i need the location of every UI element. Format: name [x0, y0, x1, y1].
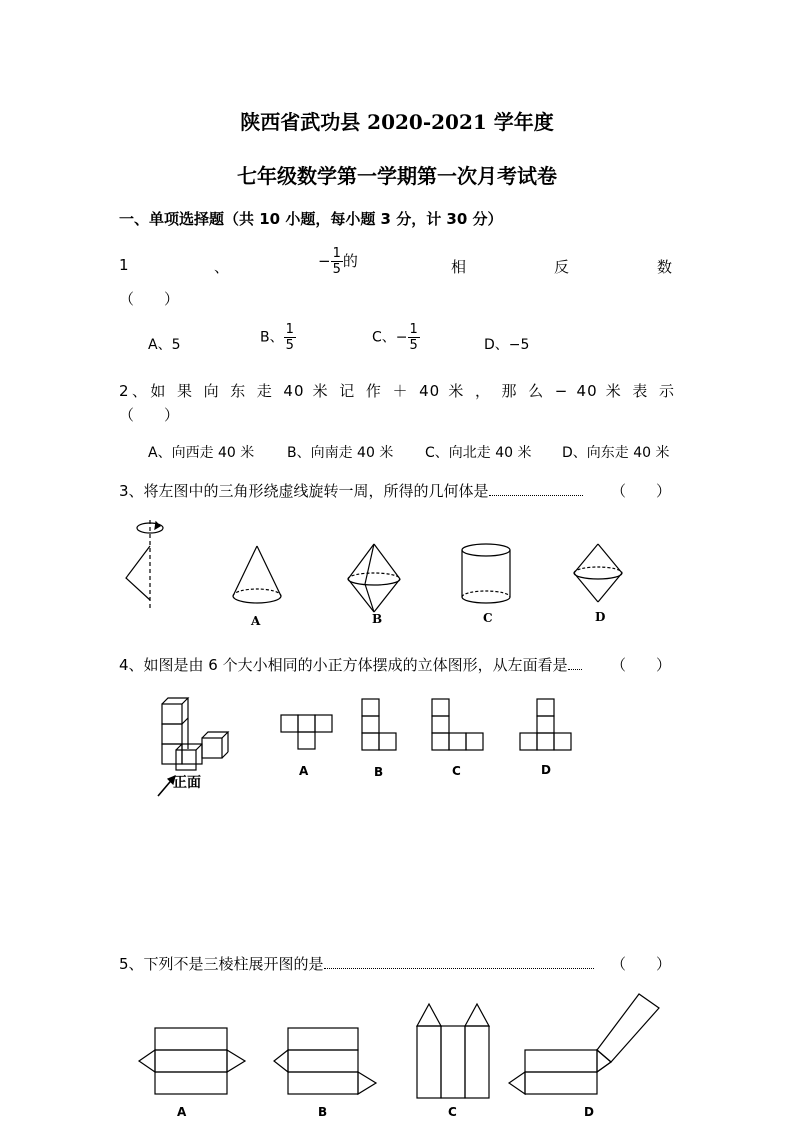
title-line-1: 陕西省武功县 2020-2021 学年度	[240, 110, 554, 134]
q2-stem: 2、如 果 向 东 走 40 米 记 作 ＋ 40 米 ， 那 么 − 40 米 表 示	[119, 382, 675, 400]
q5-answer-paren: （ ）	[611, 955, 672, 973]
q3-label-b: B	[372, 612, 383, 626]
q3-answer-paren: （ ）	[611, 482, 672, 500]
q3-cone-figure	[228, 544, 288, 610]
q5-label-d: D	[584, 1105, 594, 1119]
q1-word2: 相	[451, 258, 467, 276]
q4-option-b-view	[361, 698, 399, 754]
q5-option-c-net	[415, 1000, 491, 1100]
q4-option-a-view	[280, 714, 334, 752]
q3-double-cone-d-figure	[571, 542, 625, 606]
q4-stem	[119, 654, 582, 675]
q1-b-den: 5	[285, 338, 294, 353]
q1-c-prefix: C、−	[372, 329, 408, 346]
q1-c-den: 5	[409, 338, 418, 353]
q4-label-d: D	[541, 763, 551, 777]
q3-stem-text: 3、将左图中的三角形绕虚线旋转一周，所得的几何体是	[119, 482, 489, 500]
q1-b-prefix: B、	[260, 329, 284, 346]
q1-b-fraction	[284, 322, 296, 353]
q5-stem	[119, 953, 594, 974]
q2-answer-paren: （ ）	[119, 406, 180, 424]
q1-c-num: 1	[409, 322, 418, 337]
q1-frac-den: 5	[332, 262, 341, 277]
q2-option-c: C、向北走 40 米	[425, 445, 532, 461]
title-line-2: 七年级数学第一学期第一次月考试卷	[237, 164, 557, 188]
q1-option-c	[372, 322, 420, 353]
q2-option-a: A、向西走 40 米	[148, 445, 255, 461]
q3-dotted-line	[489, 483, 583, 496]
q5-option-d-net	[507, 992, 667, 1102]
q5-label-a: A	[177, 1105, 187, 1119]
q1-word3: 反	[554, 258, 570, 276]
q4-label-a: A	[299, 764, 309, 778]
q4-stem-text: 4、如图是由 6 个大小相同的小正方体摆成的立体图形，从左面看是	[119, 656, 568, 674]
q5-dotted-line	[324, 956, 594, 969]
section-heading: 一、单项选择题（共 10 小题，每小题 3 分，计 30 分）	[119, 210, 503, 228]
q3-label-c: C	[483, 611, 493, 625]
q1-sep: 、	[214, 258, 230, 276]
q1-word4: 数	[657, 258, 673, 276]
q4-answer-paren: （ ）	[611, 656, 672, 674]
q4-label-b: B	[374, 765, 384, 779]
q4-dotted-line	[568, 657, 582, 670]
q1-word1: 的	[342, 252, 358, 270]
q1-option-d: D、−5	[484, 337, 530, 353]
q3-double-cone-figure	[345, 542, 403, 614]
q5-option-a-net	[137, 1024, 249, 1100]
q1-minus: −	[318, 252, 331, 270]
q3-rotating-triangle-figure	[120, 516, 180, 611]
q1-answer-paren: （ ）	[119, 290, 180, 308]
q3-label-d: D	[595, 610, 606, 624]
q1-option-a: A、5	[148, 337, 181, 353]
q5-label-b: B	[318, 1105, 328, 1119]
q4-option-c-view	[431, 698, 487, 754]
q3-label-a: A	[251, 614, 261, 628]
q4-front-label: 正面	[173, 775, 201, 791]
q3-stem	[119, 480, 583, 501]
q5-label-c: C	[448, 1105, 457, 1119]
q5-option-b-net	[272, 1026, 382, 1102]
q4-option-d-view	[519, 698, 575, 754]
q2-option-b: B、向南走 40 米	[287, 445, 394, 461]
q1-option-b	[260, 322, 296, 353]
q3-cylinder-figure	[459, 542, 515, 608]
q1-fraction	[331, 246, 343, 277]
q2-option-d: D、向东走 40 米	[562, 445, 670, 461]
q1-c-fraction	[408, 322, 420, 353]
q5-stem-text: 5、下列不是三棱柱展开图的是	[119, 955, 324, 973]
q1-number: 1	[119, 256, 129, 274]
q1-b-num: 1	[285, 322, 294, 337]
q1-frac-num: 1	[332, 246, 341, 261]
q1-expression	[318, 246, 358, 277]
q4-label-c: C	[452, 764, 461, 778]
